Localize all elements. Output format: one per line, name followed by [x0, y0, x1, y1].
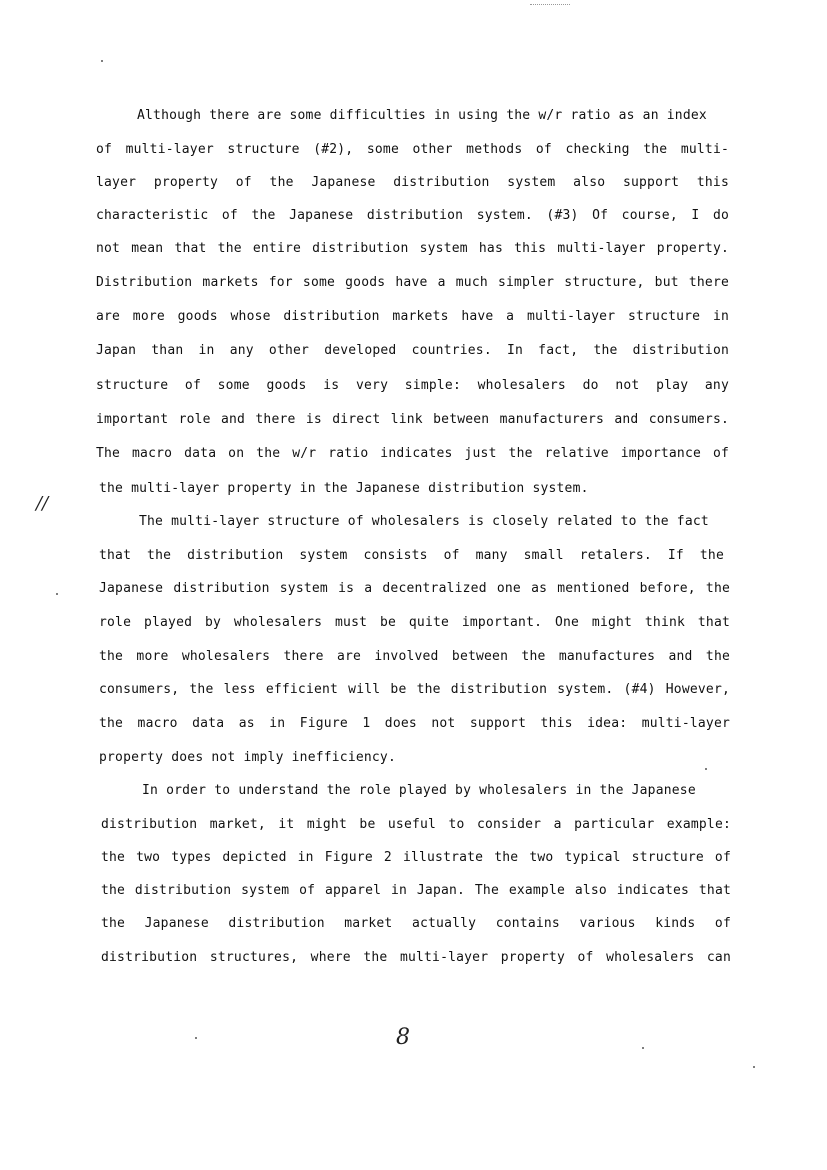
text-line: of multi-layer structure (#2), some other methods of checking the multi- — [96, 142, 729, 157]
text-line: not mean that the entire distribution system has this multi-layer property. — [96, 241, 729, 256]
text-line: In order to understand the role played by wholesalers in the Japanese — [142, 783, 696, 798]
text-line: Although there are some difficulties in using the w/r ratio as an index — [137, 108, 707, 123]
text-line: role played by wholesalers must be quite important. One might think that — [99, 615, 730, 630]
text-line: the distribution system of apparel in Japan. The example also indicates that — [101, 883, 731, 898]
text-line: the multi-layer property in the Japanese distribution system. — [99, 481, 589, 496]
scan-speck — [195, 1037, 197, 1039]
scan-speck — [101, 60, 103, 62]
text-line: Japanese distribution system is a decentralized one as mentioned before, the — [99, 581, 730, 596]
text-line: layer property of the Japanese distribution system also support this — [96, 175, 729, 190]
text-line: structure of some goods is very simple: wholesalers do not play any — [96, 378, 729, 393]
text-line: Distribution markets for some goods have a much simpler structure, but there — [96, 275, 729, 290]
text-line: The multi-layer structure of wholesalers is closely related to the fact — [139, 514, 709, 529]
text-line: the Japanese distribution market actually contains various kinds of — [101, 916, 731, 931]
text-line: the two types depicted in Figure 2 illustrate the two typical structure of — [101, 850, 731, 865]
text-line: important role and there is direct link between manufacturers and consumers. — [96, 412, 729, 427]
text-line: consumers, the less efficient will be the distribution system. (#4) However, — [99, 682, 730, 697]
page-number: 8 — [396, 1025, 410, 1050]
text-line: property does not imply inefficiency. — [99, 750, 396, 765]
text-line: that the distribution system consists of many small retalers. If the — [99, 548, 724, 563]
scan-speck — [56, 593, 58, 595]
scan-speck — [705, 768, 707, 770]
text-line: The macro data on the w/r ratio indicates just the relative importance of — [96, 446, 729, 461]
text-line: the macro data as in Figure 1 does not support this idea: multi-layer — [99, 716, 730, 731]
scan-speck — [642, 1047, 644, 1049]
text-line: distribution market, it might be useful to consider a particular example: — [101, 817, 731, 832]
margin-mark: // — [36, 493, 49, 514]
text-line: characteristic of the Japanese distribution system. (#3) Of course, I do — [96, 208, 729, 223]
text-line: Japan than in any other developed countries. In fact, the distribution — [96, 343, 729, 358]
scan-speck — [753, 1066, 755, 1068]
scan-artifact — [530, 0, 570, 5]
text-line: the more wholesalers there are involved between the manufactures and the — [99, 649, 730, 664]
text-line: are more goods whose distribution markets have a multi-layer structure in — [96, 309, 729, 324]
text-line: distribution structures, where the multi-layer property of wholesalers can — [101, 950, 731, 965]
